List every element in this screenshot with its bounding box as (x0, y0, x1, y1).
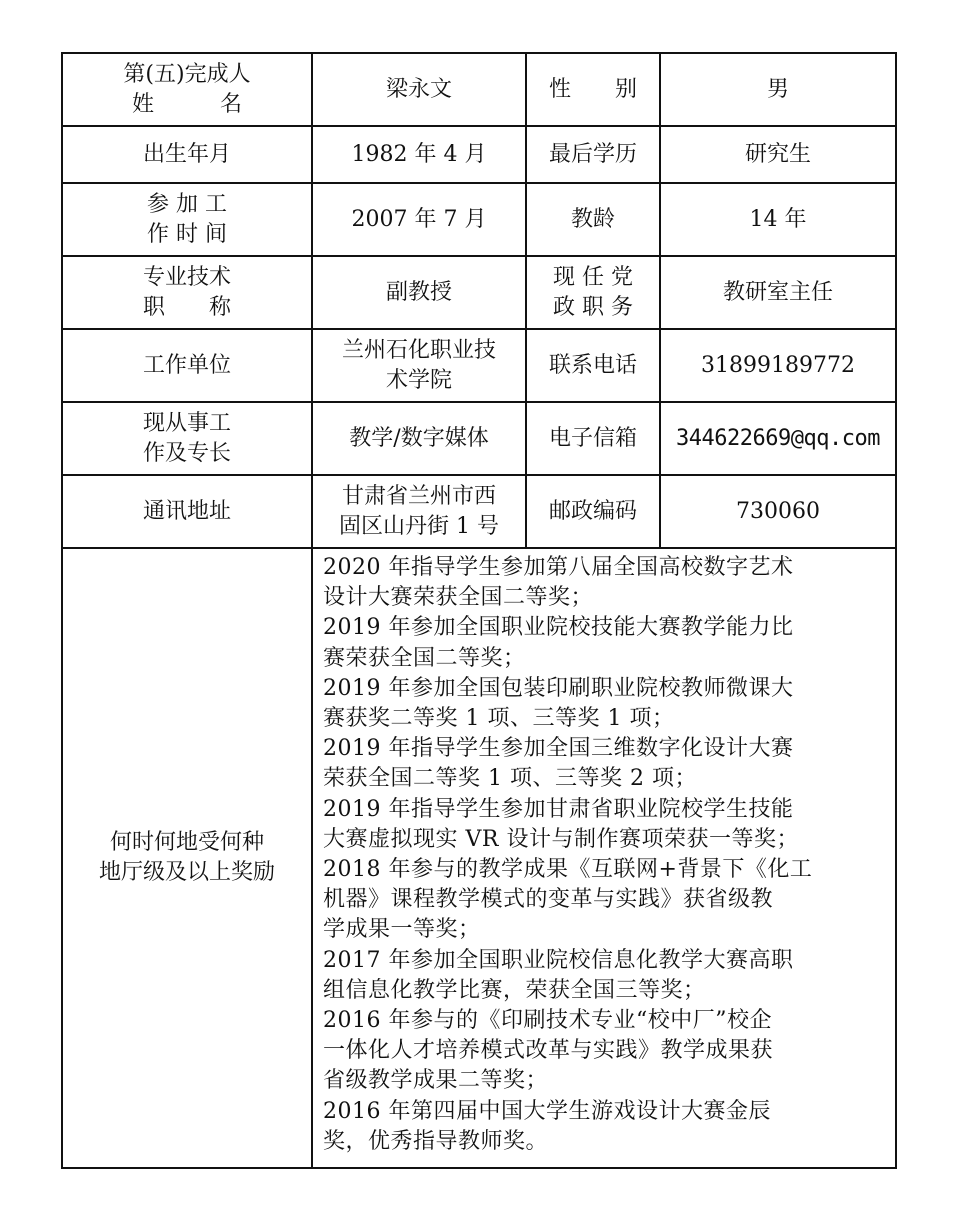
label-specialty (62, 402, 312, 475)
label-address: 通讯地址 (62, 475, 312, 548)
label-line: 现从事工 (142, 410, 231, 436)
label-gender: 性 别 (526, 53, 660, 126)
value-phone: 31899189772 (660, 329, 896, 402)
form-row-birth (62, 126, 896, 183)
value-professional-title: 副教授 (312, 256, 526, 329)
value-name: 梁永文 (312, 53, 526, 126)
value-employer (312, 329, 526, 402)
form-row-specialty (62, 402, 896, 475)
award-line: 一体化人才培养模式改革与实践》教学成果获 (323, 1038, 774, 1064)
personnel-form-table (61, 52, 897, 1169)
form-row-title (62, 256, 896, 329)
label-phone: 联系电话 (526, 329, 660, 402)
label-postcode: 邮政编码 (526, 475, 660, 548)
value-line: 兰州石化职业技 (341, 337, 496, 363)
award-line: 2019 年参加全国包装印刷职业院校教师微课大 (323, 675, 794, 701)
label-line: 地厅级及以上奖励 (98, 860, 275, 886)
label-line: 姓 名 (131, 91, 242, 117)
awards-list (312, 548, 896, 1168)
label-line: 何时何地受何种 (109, 830, 264, 856)
value-education: 研究生 (660, 126, 896, 183)
award-line: 2019 年指导学生参加全国三维数字化设计大赛 (323, 736, 794, 762)
award-line: 赛获奖二等奖 1 项、三等奖 1 项； (323, 706, 675, 732)
award-line: 机器》课程教学模式的变革与实践》获省级教 (323, 887, 774, 913)
award-line: 荣获全国二等奖 1 项、三等奖 2 项； (323, 766, 697, 792)
label-awards (62, 548, 312, 1168)
form-row-employer (62, 329, 896, 402)
award-line: 2016 年第四届中国大学生游戏设计大赛金辰 (323, 1098, 771, 1124)
value-postcode: 730060 (660, 475, 896, 548)
award-line: 2020 年指导学生参加第八届全国高校数字艺术 (323, 555, 794, 580)
label-name (62, 53, 312, 126)
award-line: 2018 年参与的教学成果《互联网+背景下《化工 (323, 857, 813, 883)
label-line: 作 时 间 (147, 221, 227, 247)
label-work-start (62, 183, 312, 256)
label-line: 政 职 务 (553, 294, 633, 320)
form-row-address (62, 475, 896, 548)
award-line: 2017 年参加全国职业院校信息化教学大赛高职 (323, 947, 794, 973)
value-teaching-years: 14 年 (660, 183, 896, 256)
label-professional-title (62, 256, 312, 329)
label-line: 作及专长 (142, 440, 231, 466)
value-line: 固区山丹街 1 号 (339, 513, 499, 539)
value-email: 344622669@qq.com (660, 402, 896, 475)
form-row-awards (62, 548, 896, 1168)
label-employer: 工作单位 (62, 329, 312, 402)
value-birth: 1982 年 4 月 (312, 126, 526, 183)
label-education: 最后学历 (526, 126, 660, 183)
award-line: 大赛虚拟现实 VR 设计与制作赛项荣获一等奖； (323, 826, 799, 852)
award-line: 省级教学成果二等奖； (323, 1068, 549, 1094)
award-line: 组信息化教学比赛，荣获全国三等奖； (323, 977, 706, 1003)
label-line: 专业技术 (142, 264, 231, 290)
label-line: 现 任 党 (553, 264, 633, 290)
value-specialty: 教学/数字媒体 (312, 402, 526, 475)
value-work-start: 2007 年 7 月 (312, 183, 526, 256)
label-teaching-years: 教龄 (526, 183, 660, 256)
value-line: 甘肃省兰州市西 (341, 483, 496, 509)
label-email: 电子信箱 (526, 402, 660, 475)
award-line: 设计大赛荣获全国二等奖； (323, 585, 594, 611)
award-line: 2019 年参加全国职业院校技能大赛教学能力比 (323, 615, 794, 641)
value-gender: 男 (660, 53, 896, 126)
value-address (312, 475, 526, 548)
label-line: 参 加 工 (147, 191, 227, 217)
label-line: 职 称 (142, 294, 231, 320)
value-line: 术学院 (385, 367, 452, 393)
award-line: 奖，优秀指导教师奖。 (323, 1128, 549, 1154)
award-line: 2019 年指导学生参加甘肃省职业院校学生技能 (323, 796, 794, 822)
form-row-name (62, 53, 896, 126)
award-line: 学成果一等奖； (323, 917, 481, 943)
label-line: 第(五)完成人 (123, 61, 251, 87)
label-party-position (526, 256, 660, 329)
form-row-work-start (62, 183, 896, 256)
award-line: 赛荣获全国二等奖； (323, 645, 526, 671)
label-birth: 出生年月 (62, 126, 312, 183)
award-line: 2016 年参与的《印刷技术专业“校中厂”校企 (323, 1008, 772, 1034)
value-party-position: 教研室主任 (660, 256, 896, 329)
